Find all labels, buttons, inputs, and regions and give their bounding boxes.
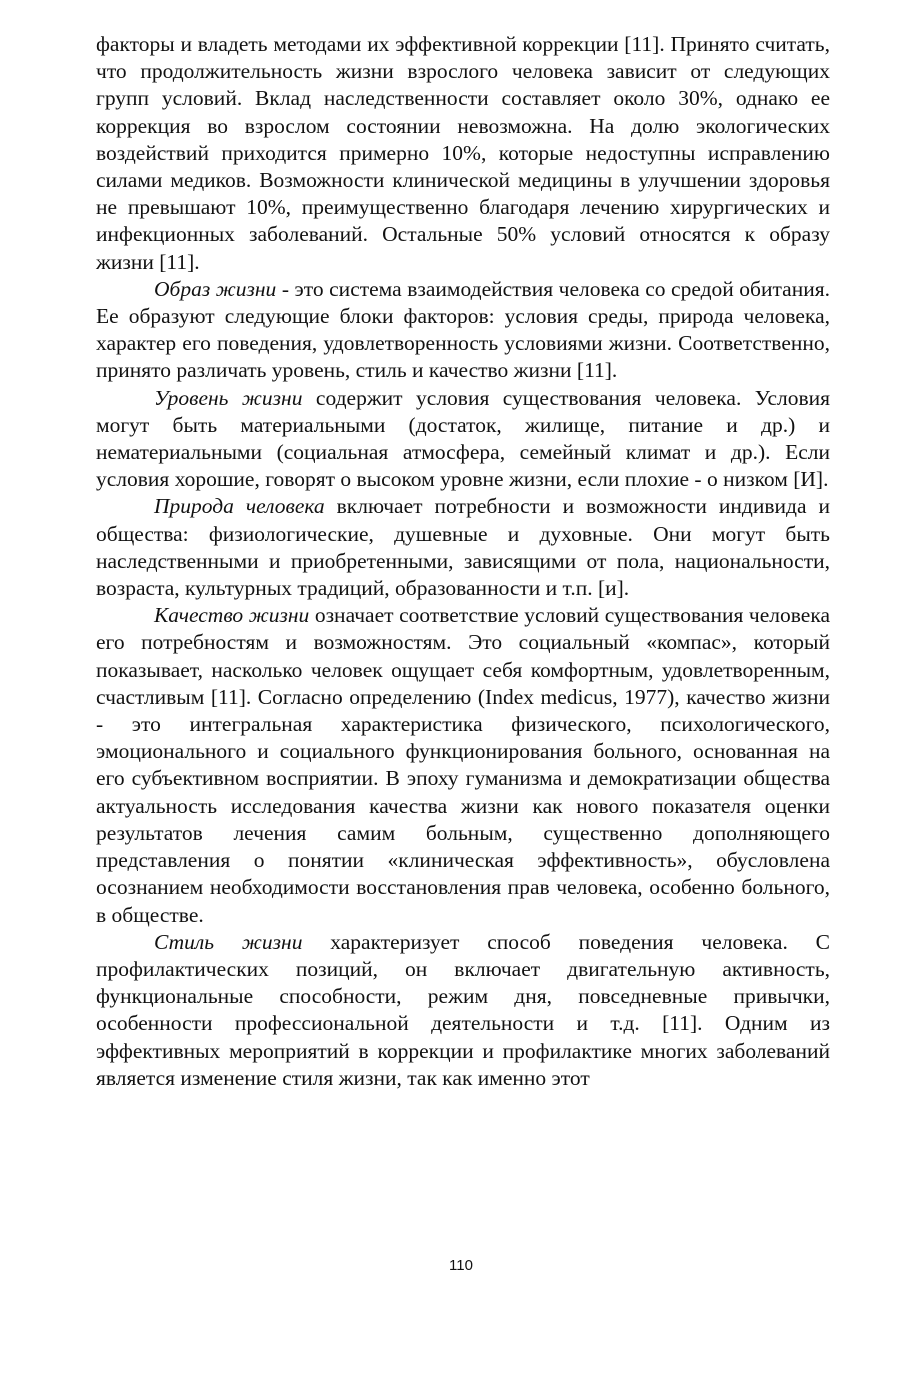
paragraph-text: факторы и владеть методами их эффективной коррекции [11]. Принято считать, что продолжительность жизни взрослого человека зависит от следующих групп условий. Вклад наследственности составляет около 30%, однако ее коррекция во взрослом состоянии невозможна. На долю экологических воздействий приходится примерно 10%, которые недоступны исправлению силами медиков. Возможности клинической медицины в улучшении здоровья не превышают 10%, преимущественно благодаря лечению хирургических и инфекционных заболеваний. Остальные 50% условий относятся к образу жизни [11]. <box>96 32 830 274</box>
term-lifestyle: Образ жизни - <box>154 276 289 301</box>
term-human-nature: Природа человека <box>154 494 325 519</box>
paragraph-text: содержит условия существования человека. Условия могут быть материальными (достаток, жилище, питание и др.) и нематериальными (социальная атмосфера, семейный климат и др.). Если условия хорошие, говорят о высоком уровне жизни, если плохие - о низком [И]. <box>96 385 831 492</box>
paragraph-text: это система взаимодействия человека со средой обитания. Ее образуют следующие блоки факторов: условия среды, природа человека, характер его поведения, удовлетворенность условиями жизни. Соответственно, принято различать уровень, стиль и качество жизни [11]. <box>96 276 830 383</box>
paragraph-quality-of-life <box>96 602 830 928</box>
term-living-standard: Уровень жизни <box>154 385 303 410</box>
paragraph-text: характеризует способ поведения человека. С профилактических позиций, он включает двигательную активность, функциональные способности, режим дня, повседневные привычки, особенности профессиональной деятельности и т.д. [11]. Одним из эффективных мероприятий в коррекции и профилактике многих заболеваний является изменение стиля жизни, так как именно этот <box>96 929 830 1090</box>
paragraph-text: включает потребности и возможности индивида и общества: физиологические, душевные и духовные. Они могут быть наследственными и приобретенными, зависящими от пола, национальности, возраста, культурных традиций, образованности и т.п. [и]. <box>96 494 830 601</box>
paragraph-style-of-life <box>96 929 830 1092</box>
paragraph-living-standard <box>96 385 830 494</box>
term-quality-of-life: Качество жизни <box>154 603 310 628</box>
paragraph-continuation <box>96 31 830 276</box>
paragraph-human-nature <box>96 493 830 602</box>
paragraph-text: означает соответствие условий существования человека его потребностям и возможностям. Это социальный «компас», который показывает, насколько человек ощущает себя комфортным, удовлетворенным, счастливым [11]. Согласно определению (Index medicus, 1977), качество жизни - это интегральная характеристика физического, психологического, эмоционального и социального функционирования больного, основанная на его субъективном восприятии. В эпоху гуманизма и демократизации общества актуальность исследования качества жизни как нового показателя оценки результатов лечения самим больным, существенно дополняющего представления о понятии «клиническая эффективность», обусловлена осознанием необходимости восстановления прав человека, особенно больного, в обществе. <box>96 603 830 927</box>
paragraph-lifestyle-definition <box>96 276 830 385</box>
page-body <box>96 31 830 1092</box>
term-style-of-life: Стиль жизни <box>154 929 303 954</box>
page-number: 110 <box>449 1257 473 1274</box>
